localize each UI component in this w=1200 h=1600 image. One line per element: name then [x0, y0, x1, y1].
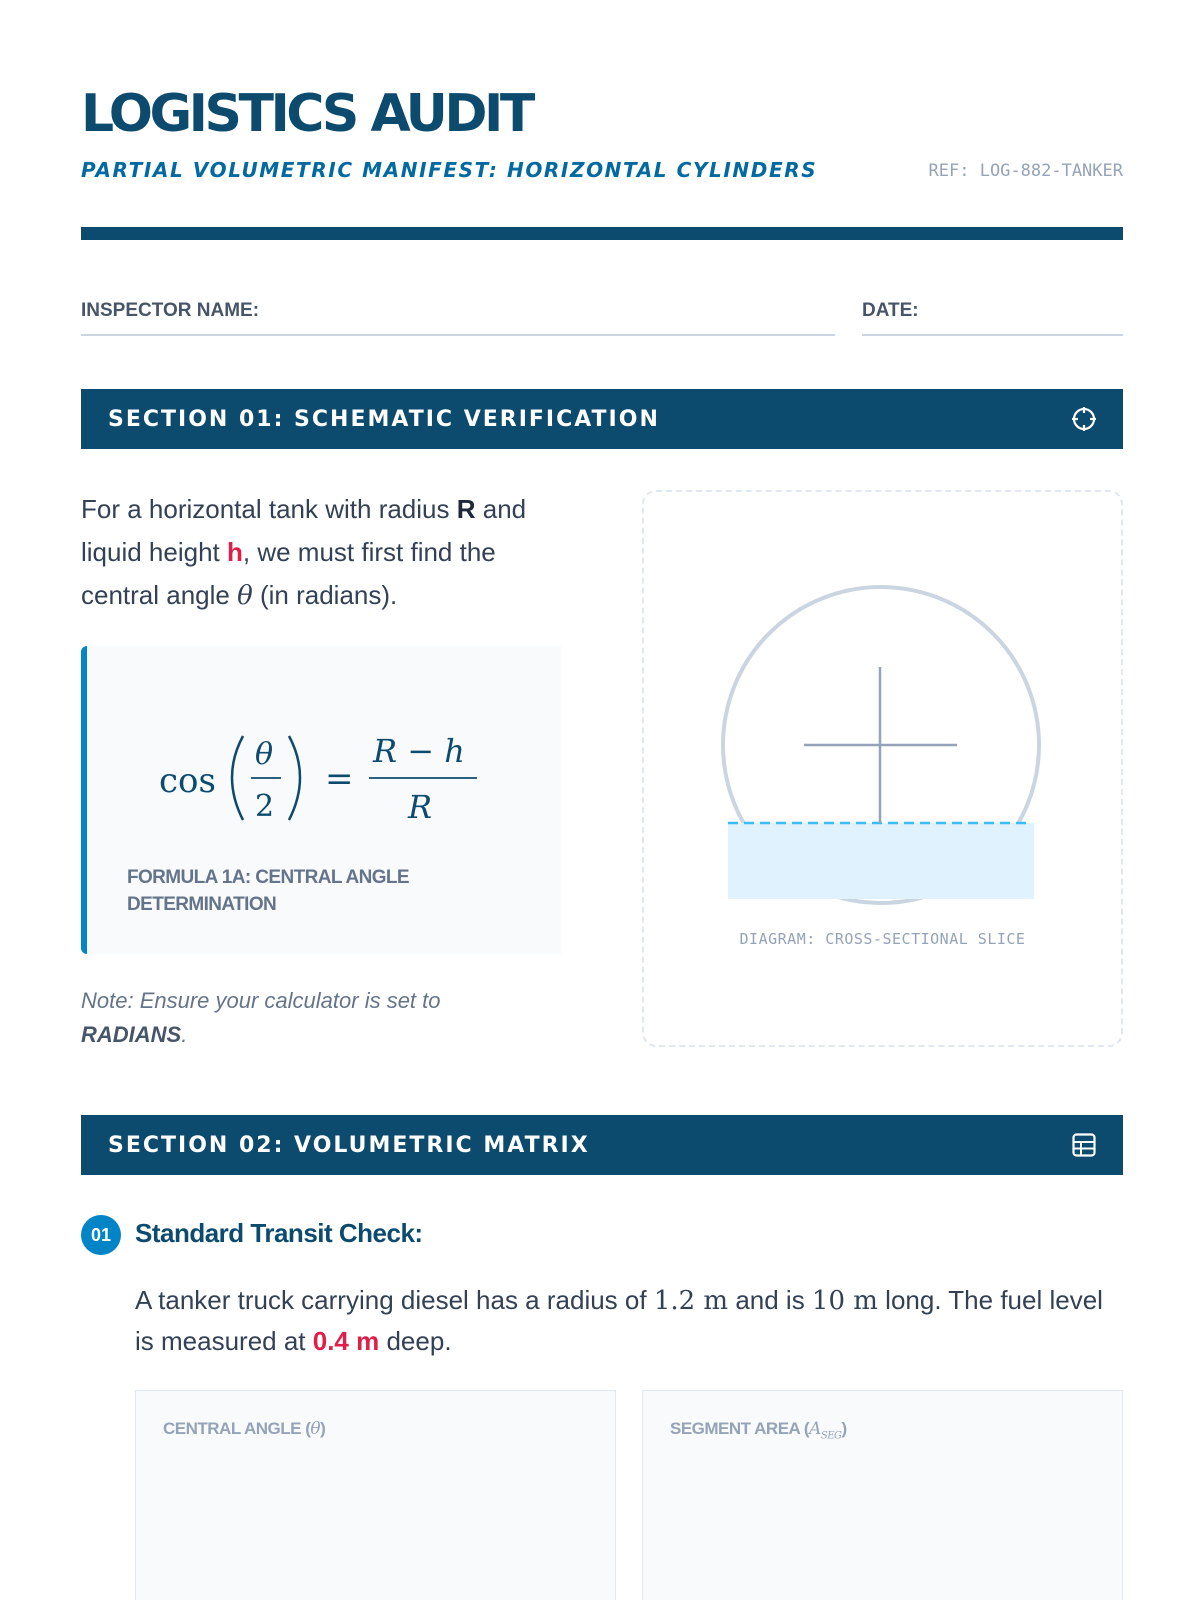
intro-paragraph: For a horizontal tank with radius R and liquid height h, we must first find the central angle θ (in radians). — [81, 494, 527, 611]
formula-card — [81, 646, 561, 954]
inspector-name-label: INSPECTOR NAME: — [81, 300, 260, 321]
page-title: LOGISTICS AUDIT — [81, 84, 532, 144]
calculator-note: Note: Ensure your calculator is set to RADIANS. — [81, 988, 441, 1047]
central-angle-answer-box[interactable] — [135, 1390, 616, 1600]
formula-equals: = — [325, 759, 354, 799]
header-rule — [81, 227, 1123, 240]
question-title: Standard Transit Check: — [135, 1218, 423, 1248]
date-field[interactable] — [862, 300, 1123, 336]
page-subtitle: PARTIAL VOLUMETRIC MANIFEST: HORIZONTAL CYLINDERS — [81, 158, 818, 182]
theta-symbol: θ — [237, 581, 253, 611]
diagram-caption: DIAGRAM: CROSS-SECTIONAL SLICE — [739, 930, 1026, 948]
cross-section-diagram — [644, 492, 1125, 1049]
formula-rhs-numerator: R − h — [373, 732, 465, 770]
formula-cos: cos — [159, 761, 216, 801]
formula-theta: θ — [255, 737, 274, 772]
fuel-level-value: 0.4 m — [312, 1326, 380, 1356]
diagram-panel — [642, 490, 1123, 1047]
central-angle-formula — [159, 722, 499, 832]
section-01-title: SECTION 01: SCHEMATIC VERIFICATION — [108, 406, 660, 432]
segment-area-answer-box[interactable] — [642, 1390, 1123, 1600]
section-01-header — [81, 389, 1123, 449]
segment-area-label: SEGMENT AREA $(A_{SEG})$ — [670, 1419, 847, 1442]
liquid-fill — [728, 823, 1034, 899]
reference-code: REF: LOG-882-TANKER — [928, 161, 1123, 181]
question-number-badge: 01 — [81, 1215, 121, 1255]
radius-symbol: R — [456, 494, 476, 524]
date-label: DATE: — [862, 300, 919, 321]
table-icon — [1071, 1132, 1097, 1158]
radius-value: 1.2 m — [653, 1286, 729, 1316]
formula-rhs-denominator: R — [408, 788, 433, 826]
inspector-name-field[interactable] — [81, 300, 835, 336]
section-02-title: SECTION 02: VOLUMETRIC MATRIX — [108, 1132, 590, 1158]
radians-emphasis: RADIANS — [81, 1022, 182, 1047]
length-value: 10 m — [811, 1286, 878, 1316]
formula-caption: FORMULA 1A: CENTRAL ANGLE DETERMINATION — [127, 867, 409, 915]
height-symbol: h — [227, 537, 243, 567]
central-angle-label: CENTRAL ANGLE (θ) — [163, 1419, 326, 1439]
formula-two: 2 — [255, 789, 275, 824]
question-text: A tanker truck carrying diesel has a radius of 1.2 m and is 10 m long. The fuel level is measured at 0.4 m deep. — [135, 1285, 1103, 1356]
crosshair-icon — [1071, 406, 1097, 432]
section-02-header — [81, 1115, 1123, 1175]
